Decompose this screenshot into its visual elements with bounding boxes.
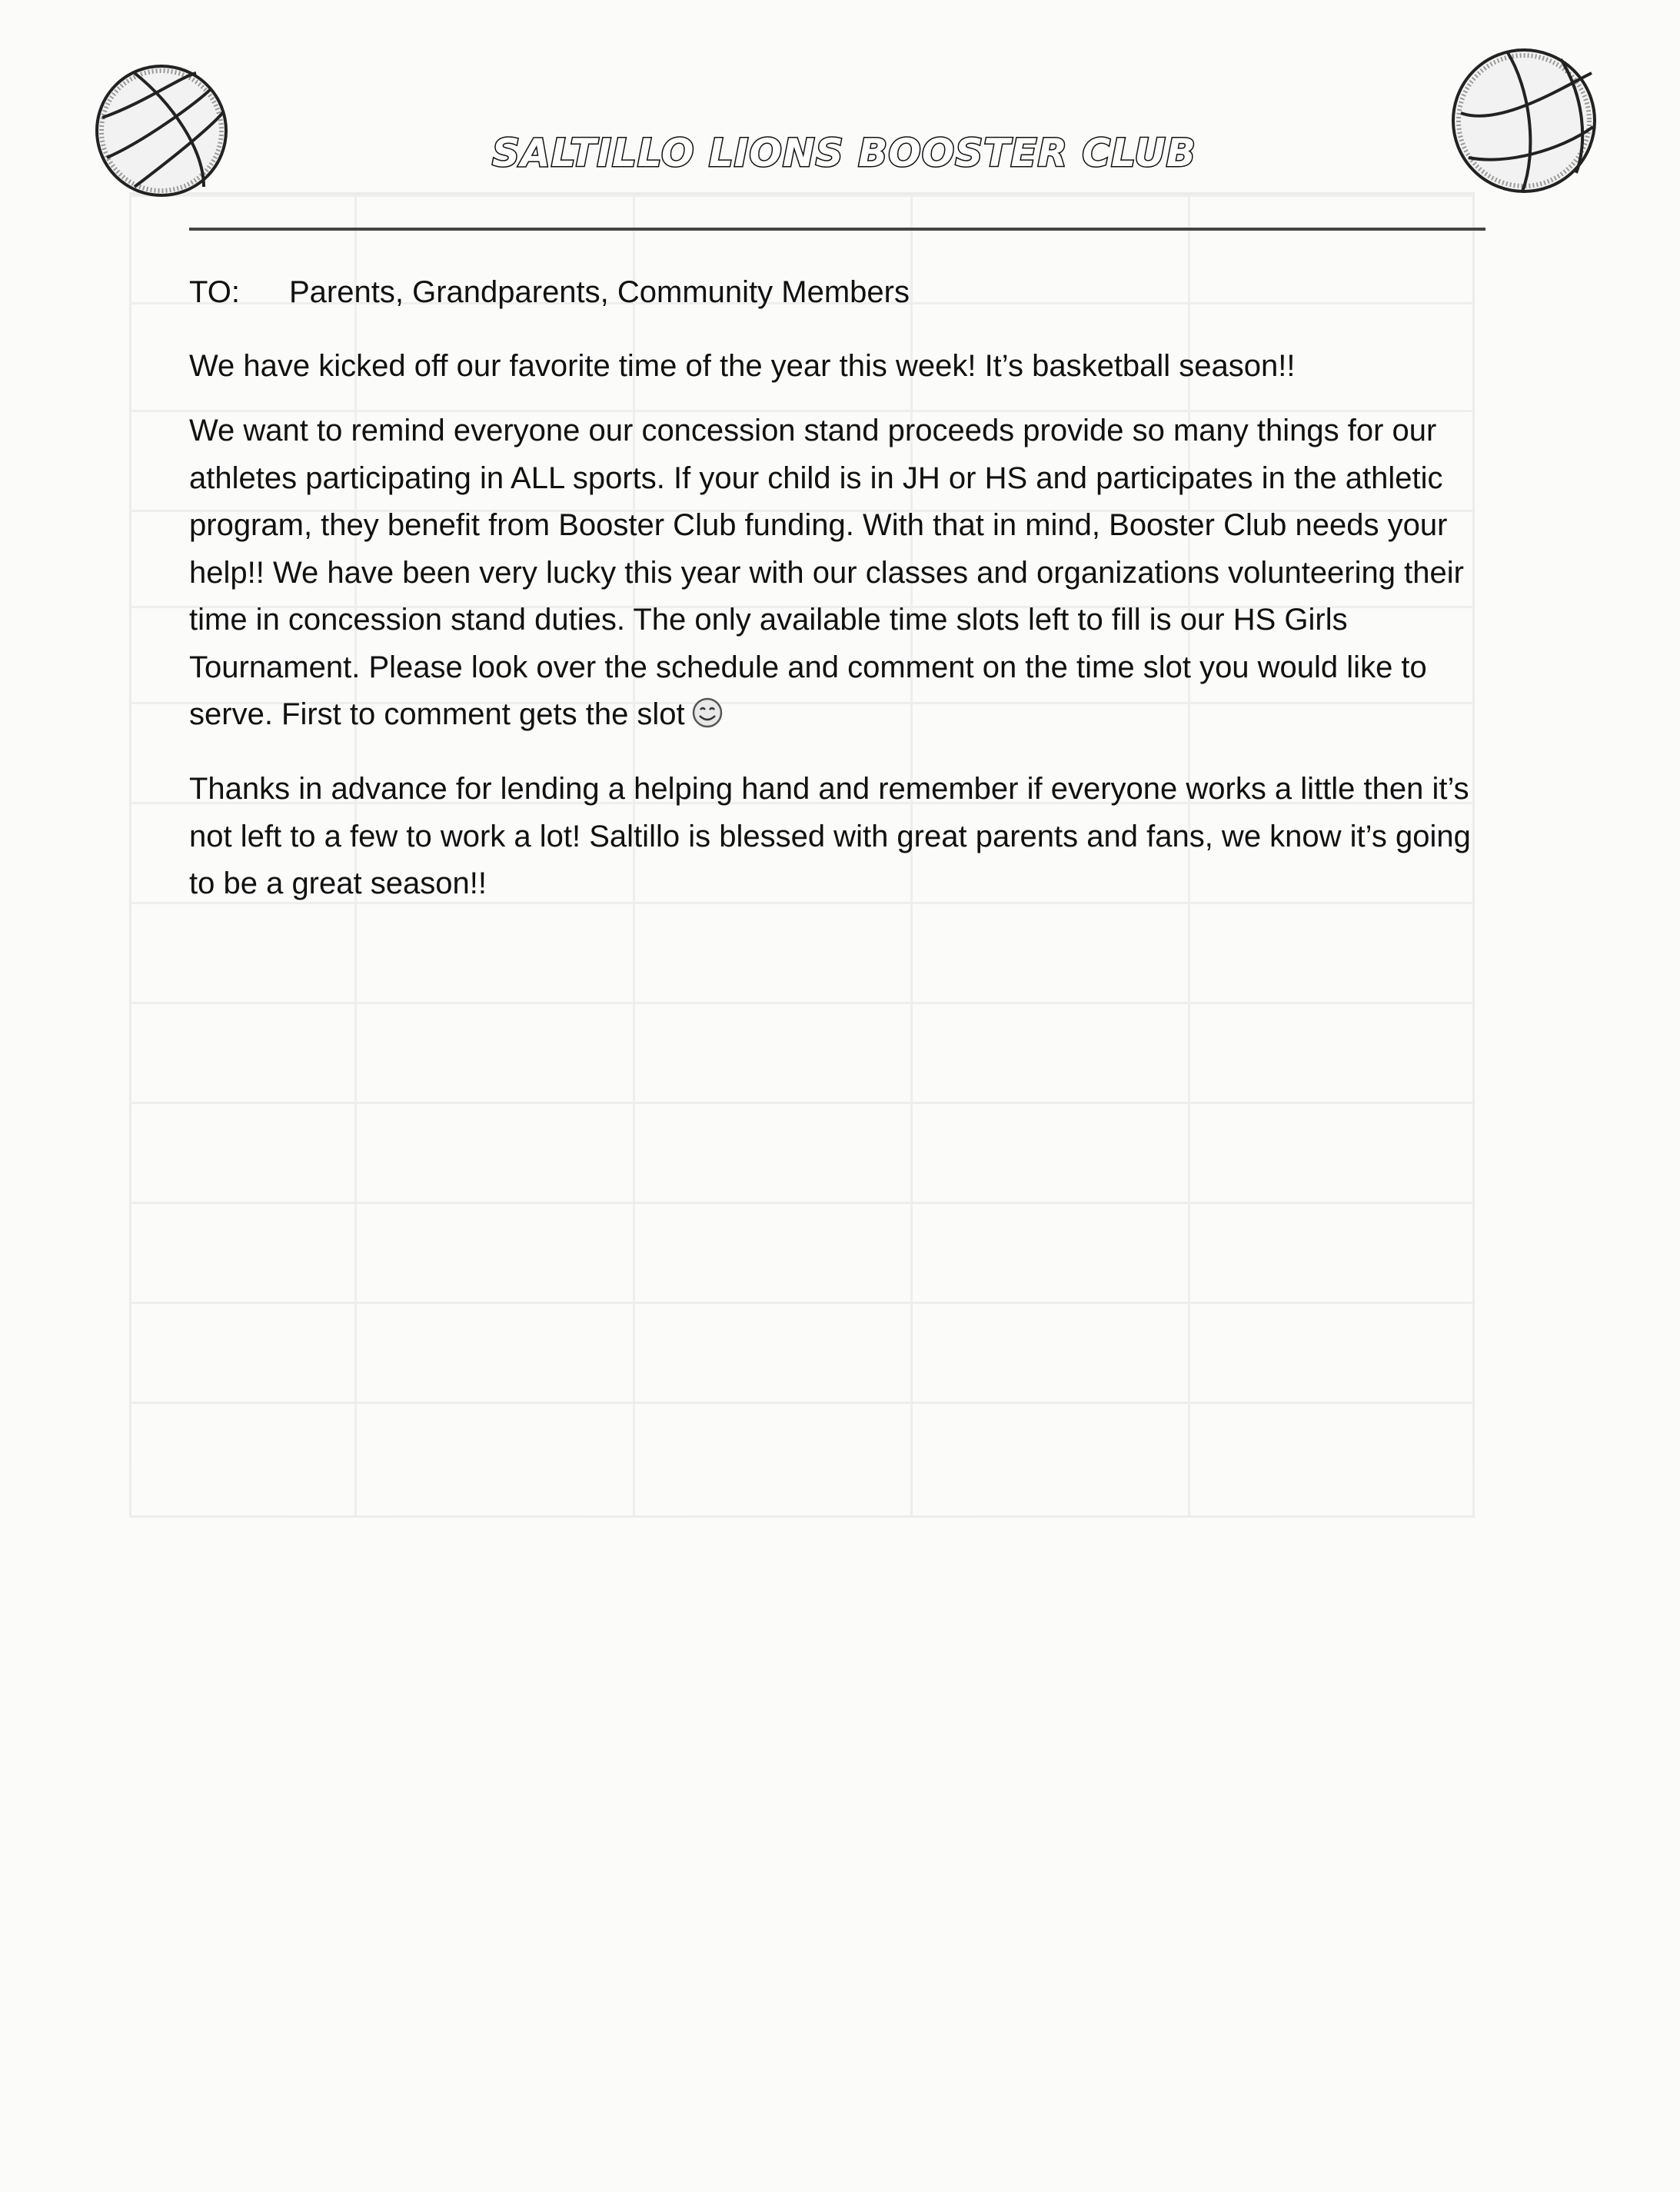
smiley-face-icon bbox=[691, 697, 724, 729]
to-label: TO: bbox=[189, 275, 240, 309]
header-divider bbox=[189, 228, 1485, 231]
memo-recipients bbox=[189, 275, 910, 310]
body-paragraph bbox=[189, 407, 1496, 739]
closing-paragraph: Thanks in advance for lending a helping hand and remember if everyone works a little then it’s not left to a few to work a lot! Saltillo is blessed with great parents and fans, we know it’s going to be a great season!! bbox=[189, 772, 1471, 900]
body-text: We want to remind everyone our concession stand proceeds provide so many things for our athletes participating in ALL sports. If your child is in JH or HS and participates in the athletic program, they benefit from Booster Club funding. With that in mind, Booster Club needs your help!! We have been very lucky this year with our classes and organizations volunteering their time in concession stand duties. The only available time slots left to fill is our HS Girls Tournament. Please look over the schedule and comment on the time slot you would like to serve. First to comment gets the slot bbox=[189, 414, 1464, 731]
to-value: Parents, Grandparents, Community Members bbox=[289, 275, 910, 309]
basketball-icon bbox=[1445, 42, 1603, 200]
intro-paragraph: We have kicked off our favorite time of the year this week! It’s basketball season!! bbox=[189, 349, 1296, 383]
basketball-icon bbox=[88, 58, 235, 204]
page-title: SALTILLO LIONS BOOSTER CLUB bbox=[492, 131, 1196, 175]
